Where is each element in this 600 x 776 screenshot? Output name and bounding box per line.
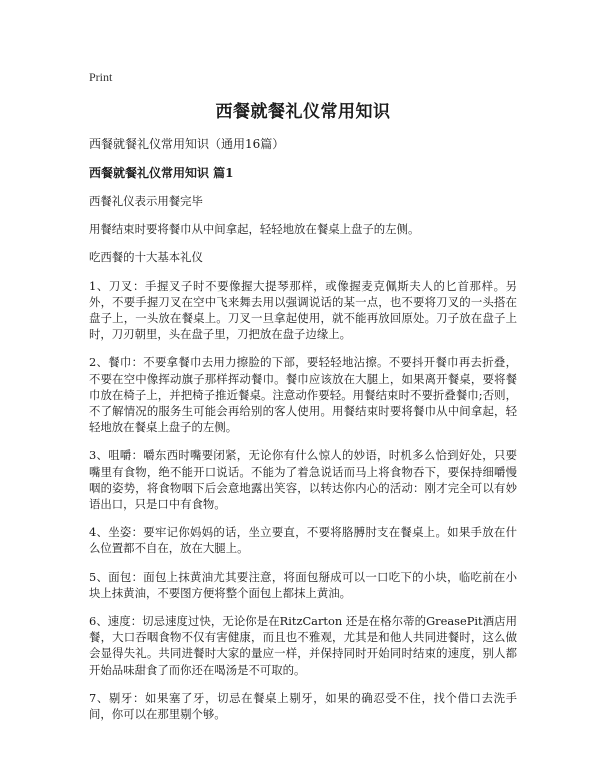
paragraph-napkin-end: 用餐结束时要将餐巾从中间拿起，轻轻地放在餐桌上盘子的左侧。 [89,222,420,237]
section-heading: 西餐就餐礼仪常用知识 篇1 [89,166,234,180]
print-link[interactable]: Print [89,70,113,84]
document-subtitle: 西餐就餐礼仪常用知识（通用16篇） [89,137,285,151]
document-page [89,70,517,734]
paragraph-bread: 5、面包：面包上抹黄油尤其要注意，将面包掰成可以一口吃下的小块，临吃前在小块上抹黄油，不要图方便将整个面包上都抹上黄油。 [89,569,517,600]
paragraph-napkin: 2、餐巾：不要拿餐巾去用力擦脸的下部，要轻轻地沾擦。不要抖开餐巾再去折叠，不要在空中像挥动旗子那样挥动餐巾。餐巾应该放在大腿上，如果离开餐桌，要将餐巾放在椅子上，并把椅子推近餐桌。注意动作要轻。用餐结束时不要折叠餐巾;否则，不了解情况的服务生可能会再给别的客人使用。用餐结束时要将餐巾从中间拿起，轻轻地放在餐桌上盘子的左侧。 [89,355,517,435]
paragraph-knife-fork: 1、刀叉：手握叉子时不要像握大提琴那样，或像握麦克佩斯夫人的匕首那样。另外，不要手握刀叉在空中飞来舞去用以强调说话的某一点，也不要将刀叉的一头搭在盘子上，一头放在餐桌上。刀叉一旦拿起使用，就不能再放回原处。刀子放在盘子上时，刀刃朝里，头在盘子里，刀把放在盘子边缘上。 [89,278,517,342]
paragraph-ten-rules-heading: 吃西餐的十大基本礼仪 [89,250,203,265]
paragraph-speed: 6、速度：切忌速度过快，无论你是在RitzCarton 还是在格尔蒂的GreasePit酒店用餐，大口吞咽食物不仅有害健康，而且也不雅观，尤其是和他人共同进餐时，这么做会显得失礼。共同进餐时大家的量应一样，并保持同时开始同时结束的速度，别人都开始品味甜食了而你还在喝汤是不可取的。 [89,614,517,677]
paragraph-chewing: 3、咀嚼：嚼东西时嘴要闭紧，无论你有什么惊人的妙语，时机多么恰到好处，只要嘴里有食物，绝不能开口说话。不能为了着急说话而马上将食物吞下，要保持细嚼慢咽的姿势，将食物咽下后会意地露出笑容，以转达你内心的活动：刚才完全可以有妙语出口，只是口中有食物。 [89,448,517,512]
paragraph-posture: 4、坐姿：要牢记你妈妈的话，坐立要直，不要将胳膊肘支在餐桌上。如果手放在什么位置都不自在，放在大腿上。 [89,525,517,556]
paragraph-toothpick: 7、剔牙：如果塞了牙，切忌在餐桌上剔牙，如果的确忍受不住，找个借口去洗手间，你可以在那里剔个够。 [89,690,517,722]
page-title: 西餐就餐礼仪常用知识 [215,102,391,122]
paragraph-summary-heading: 西餐礼仪表示用餐完毕 [89,194,203,208]
